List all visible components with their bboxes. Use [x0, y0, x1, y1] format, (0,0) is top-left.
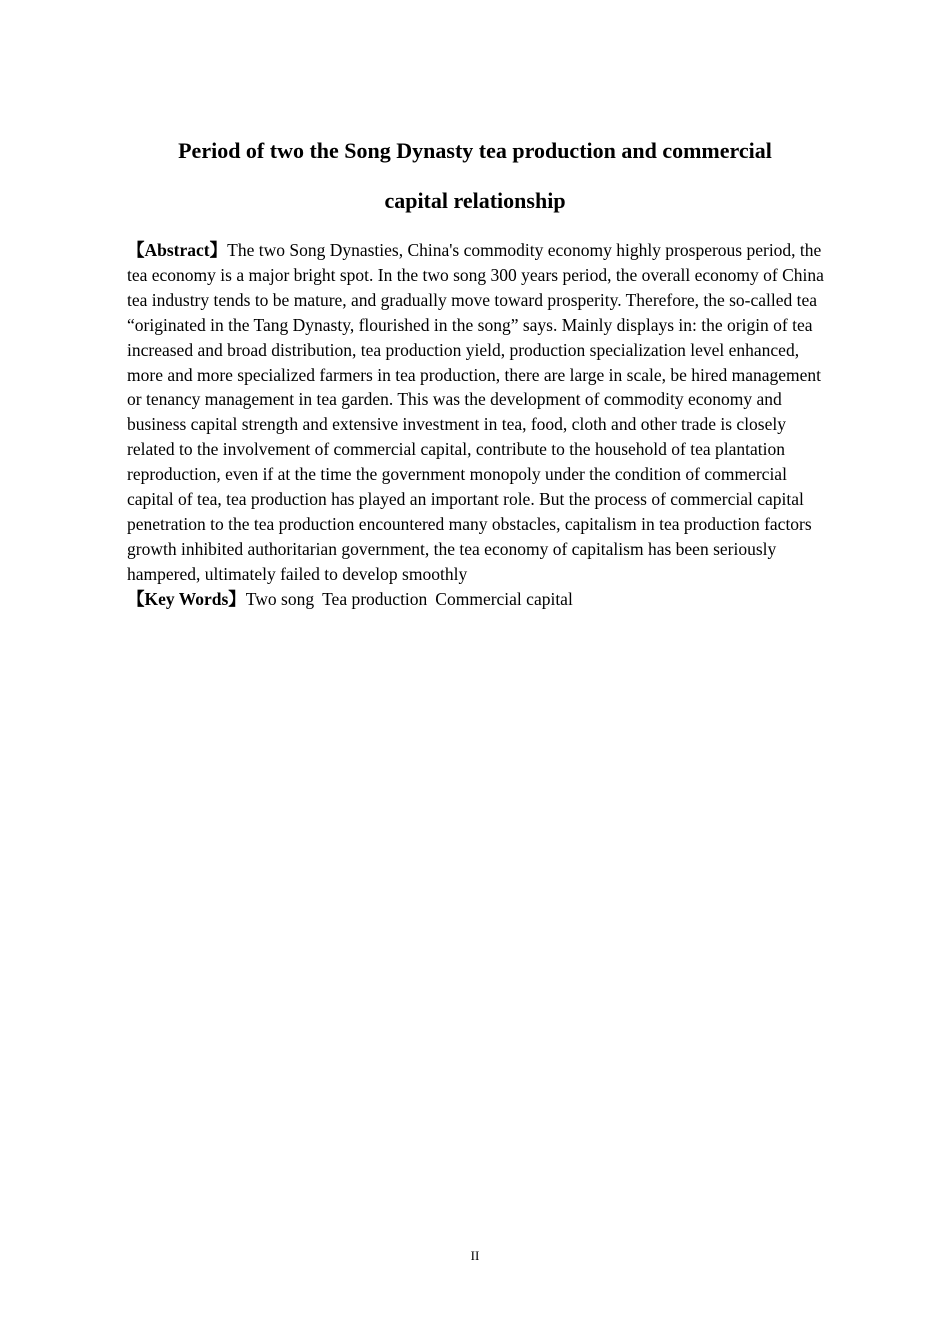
abstract-text: The two Song Dynasties, China's commodity economy highly prosperous period, the tea economy is a major bright spot. In the two song 300 years period, the overall economy of China tea industry tends to be mature, and gradually move toward prosperity. Therefore, the so-called tea “originated in the Tang Dynasty, flourished in the song” says. Mainly displays in: the origin of tea increased and broad distribution, tea production yield, production specialization level enhanced, more and more specialized farmers in tea production, there are large in scale, be hired management or tenancy management in tea garden. This was the development of commodity economy and business capital strength and extensive investment in tea, food, cloth and other trade is closely related to the involvement of commercial capital, contribute to the household of tea plantation reproduction, even if at the time the government monopoly under the condition of commercial capital of tea, tea production has played an important role. But the process of commercial capital penetration to the tea production encountered many obstacles, capitalism in tea production factors growth inhibited authoritarian government, the tea economy of capitalism has been seriously hampered, ultimately failed to develop smoothly [127, 240, 824, 584]
abstract-label: 【Abstract】 [127, 240, 228, 260]
keywords-paragraph [127, 587, 827, 612]
keyword-item: Tea production [322, 588, 428, 609]
abstract-section [127, 238, 827, 612]
title-line-2: capital relationship [384, 188, 566, 213]
keyword-item: Commercial capital [435, 588, 573, 609]
title-line-1: Period of two the Song Dynasty tea production and commercial [178, 138, 772, 163]
keyword-item: Two song [245, 588, 315, 609]
page-number: II [470, 1248, 480, 1263]
abstract-paragraph [127, 238, 827, 587]
keywords-label: 【Key Words】 [127, 588, 246, 609]
